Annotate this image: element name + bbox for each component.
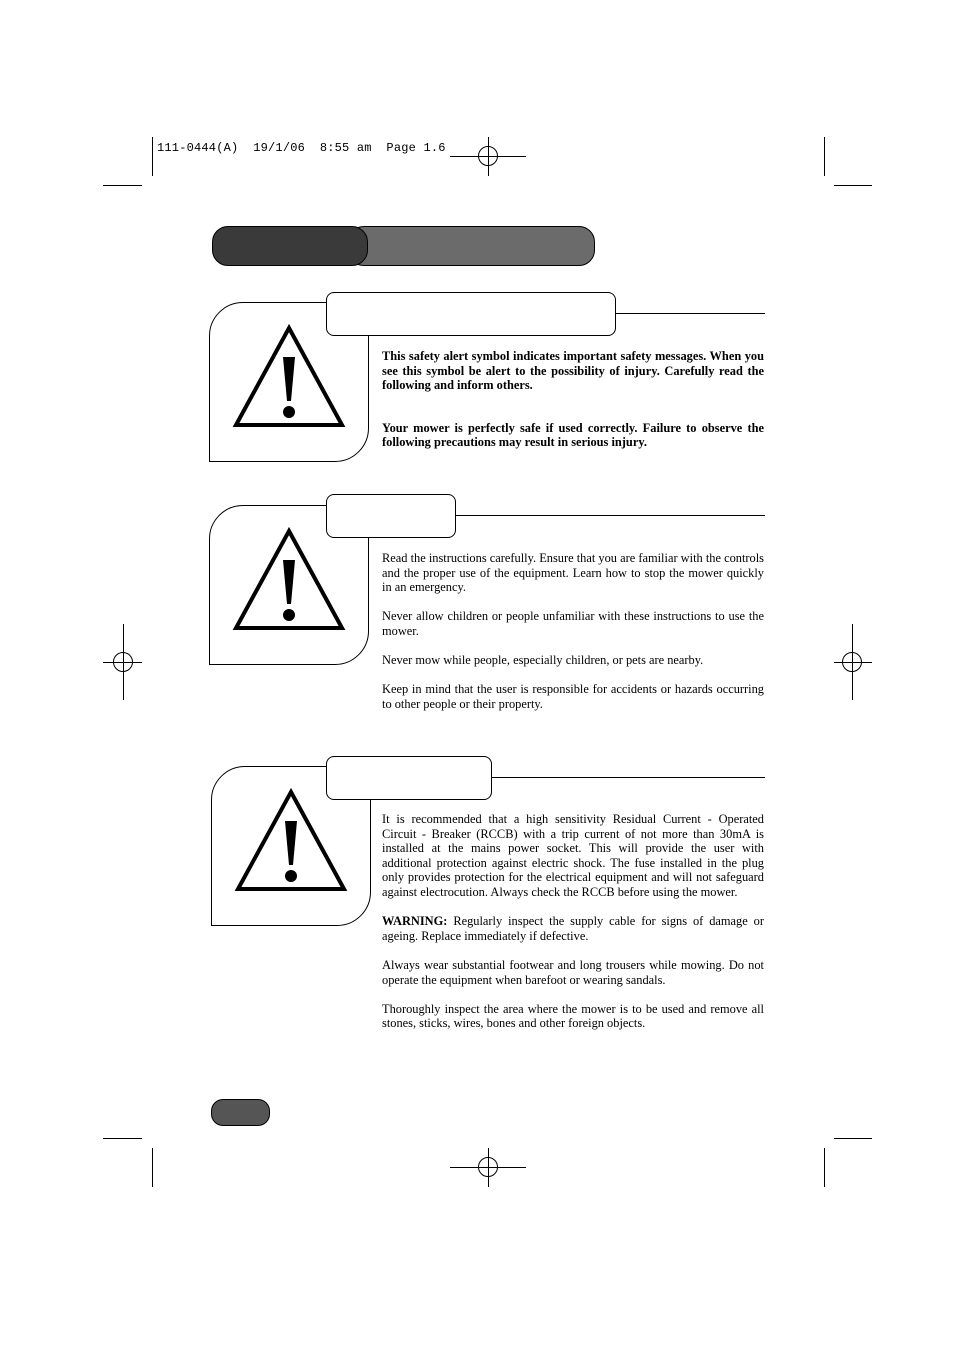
section-3-heading-tab bbox=[326, 756, 492, 800]
reg-mark-right-circle bbox=[842, 652, 862, 672]
reg-mark-left-circle bbox=[113, 652, 133, 672]
crop-mark-top-left-h bbox=[103, 185, 142, 186]
section-3-warning-paragraph bbox=[382, 914, 764, 943]
crop-mark-bottom-right-v bbox=[824, 1148, 825, 1187]
section-2-paragraph: Never mow while people, especially children, or pets are nearby. bbox=[382, 653, 704, 668]
section-2-paragraph: Read the instructions carefully. Ensure that you are familiar with the controls and the proper use of the equipment. Learn how to stop the mower quickly in an emergency. bbox=[382, 551, 764, 595]
section-2-paragraph: Never allow children or people unfamiliar with these instructions to use the mower. bbox=[382, 609, 764, 638]
reg-mark-top-circle bbox=[478, 146, 498, 166]
crop-mark-bottom-left-h bbox=[103, 1138, 142, 1139]
section-3-paragraph: It is recommended that a high sensitivity Residual Current - Operated Circuit - Breaker (RCCB) with a trip current of not more than 30mA is installed at the mains power socket. This will provide the user with additional protection against electric shock. The fuse installed in the plug only provides protection for the electrical equipment and will not safeguard against electrocution. Always check the RCCB before using the mower. bbox=[382, 812, 764, 899]
section-2-paragraph: Keep in mind that the user is responsible for accidents or hazards occurring to other people or their property. bbox=[382, 682, 764, 711]
section-1-heading-tab bbox=[326, 292, 616, 336]
crop-mark-top-right-h bbox=[834, 185, 872, 186]
warning-triangle-icon bbox=[230, 323, 348, 433]
crop-mark-bottom-left-v bbox=[152, 1148, 153, 1187]
printer-slug: 111-0444(A) 19/1/06 8:55 am Page 1.6 bbox=[157, 141, 446, 155]
crop-mark-bottom-right-h bbox=[834, 1138, 872, 1139]
crop-mark-top-left-v bbox=[152, 137, 153, 176]
section-3-rule bbox=[491, 777, 765, 778]
warning-triangle-icon bbox=[230, 526, 348, 636]
section-3-paragraph: Thoroughly inspect the area where the mower is to be used and remove all stones, sticks, wires, bones and other foreign objects. bbox=[382, 1001, 764, 1031]
section-1-text bbox=[382, 349, 764, 465]
section-3-paragraph: Always wear substantial footwear and long trousers while mowing. Do not operate the equipment when barefoot or wearing sandals. bbox=[382, 957, 764, 987]
warning-text: Regularly inspect the supply cable for signs of damage or ageing. Replace immediately if defective. bbox=[382, 914, 764, 943]
header-title-pill bbox=[348, 226, 595, 266]
page-number-pill bbox=[211, 1099, 270, 1126]
section-2-rule bbox=[455, 515, 765, 516]
section-1-rule bbox=[614, 313, 765, 314]
warning-label: WARNING: bbox=[382, 914, 448, 929]
section-1-paragraph: This safety alert symbol indicates important safety messages. When you see this symbol be alert to the possibility of injury. Carefully read the following and inform others. bbox=[382, 349, 764, 393]
section-2-heading-tab bbox=[326, 494, 456, 538]
reg-mark-bottom-circle bbox=[478, 1157, 498, 1177]
crop-mark-top-right-v bbox=[824, 137, 825, 176]
section-3-text bbox=[382, 812, 764, 1046]
warning-triangle-icon bbox=[232, 787, 350, 897]
section-2-text bbox=[382, 551, 764, 726]
section-1-paragraph: Your mower is perfectly safe if used correctly. Failure to observe the following precautions may result in serious injury. bbox=[382, 420, 764, 450]
header-section-pill bbox=[212, 226, 368, 266]
